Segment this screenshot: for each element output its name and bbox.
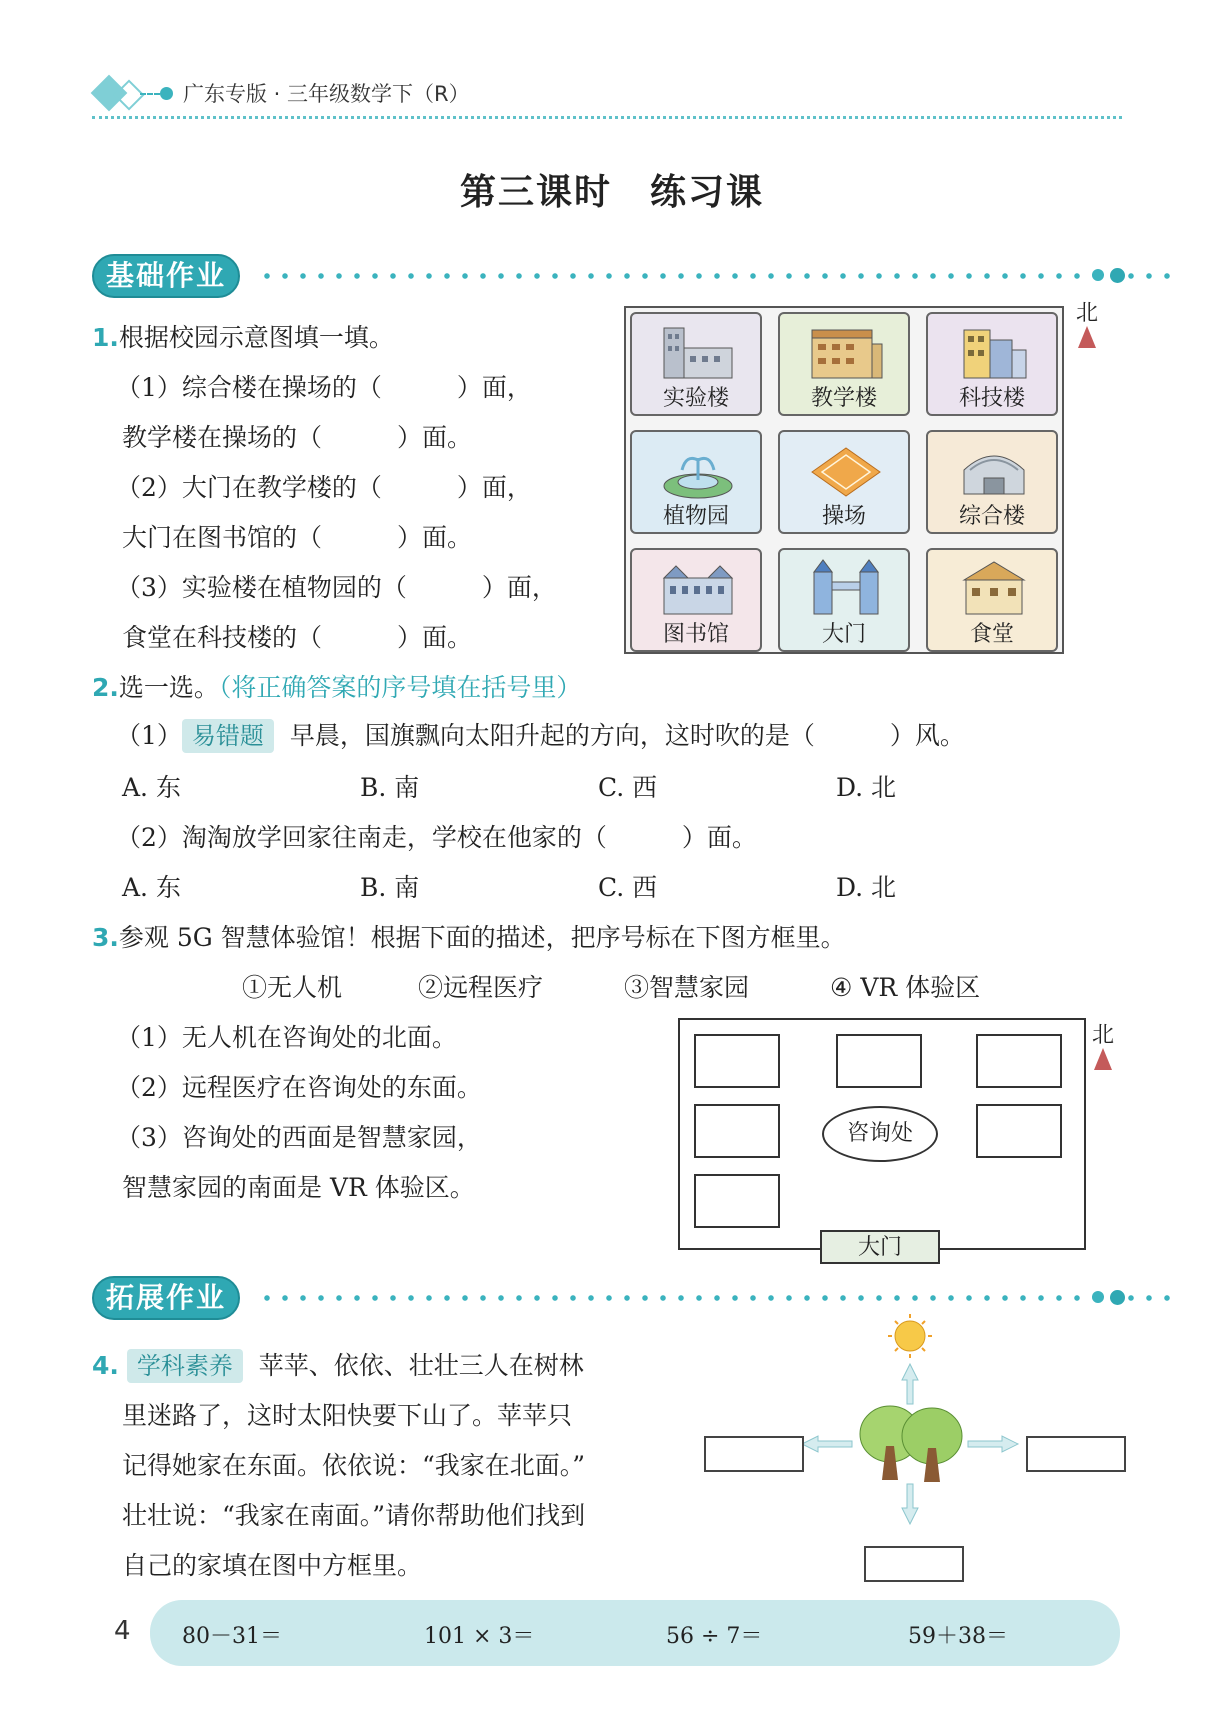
header-connector bbox=[140, 93, 160, 95]
question-number: 2. bbox=[92, 673, 119, 702]
banner-dots bbox=[258, 273, 1178, 279]
expo-answer-box[interactable] bbox=[976, 1104, 1062, 1158]
banner-dots bbox=[258, 1295, 1178, 1301]
q3-line: （2）远程医疗在咨询处的东面。 bbox=[116, 1073, 482, 1102]
map-cell-label: 综合楼 bbox=[958, 504, 1025, 529]
q2-option: B. 南 bbox=[360, 873, 420, 902]
answer-box-west[interactable] bbox=[704, 1436, 804, 1472]
q4-line: 里迷路了，这时太阳快要下山了。苹苹只 bbox=[122, 1401, 573, 1430]
sun-icon bbox=[888, 1314, 932, 1358]
north-label: 北 bbox=[1076, 301, 1099, 326]
map-cell-label: 教学楼 bbox=[810, 386, 877, 411]
oral-calc-item: 56 ÷ 7＝ bbox=[666, 1624, 763, 1649]
map-cell-teaching bbox=[778, 312, 910, 416]
question-number: 3. bbox=[92, 923, 119, 952]
question-3-stem bbox=[92, 918, 846, 954]
map-cell-canteen bbox=[926, 548, 1058, 652]
error-prone-badge: 易错题 bbox=[182, 719, 274, 753]
part-prefix: （1） bbox=[116, 721, 182, 750]
expo-answer-box[interactable] bbox=[836, 1034, 922, 1088]
tech-building-icon bbox=[956, 322, 1032, 382]
q4-line: 壮壮说：“我家在南面。”请你帮助他们找到 bbox=[122, 1501, 586, 1530]
part-text: 早晨，国旗飘向太阳升起的方向，这时吹的是（ ）风。 bbox=[289, 721, 965, 750]
q1-line: 教学楼在操场的（ ）面。 bbox=[122, 423, 473, 452]
campus-map bbox=[624, 306, 1064, 654]
q2-option: A. 东 bbox=[122, 873, 181, 902]
trees-icon bbox=[860, 1406, 962, 1482]
map-cell-complex bbox=[926, 430, 1058, 534]
expo-answer-box[interactable] bbox=[694, 1034, 780, 1088]
question-text: 苹苹、依依、壮壮三人在树林 bbox=[258, 1351, 584, 1380]
section-title: 拓展作业 bbox=[92, 1276, 240, 1320]
book-series: 广东专版 · 三年级数学下（R） bbox=[183, 82, 470, 106]
answer-box-south[interactable] bbox=[864, 1546, 964, 1582]
expo-gate: 大门 bbox=[820, 1230, 940, 1264]
oral-calc-item: 59＋38＝ bbox=[908, 1624, 1008, 1649]
answer-box-east[interactable] bbox=[1026, 1436, 1126, 1472]
q3-item: ①无人机 bbox=[242, 973, 343, 1002]
header-dot-icon bbox=[160, 87, 173, 100]
question-4-stem bbox=[92, 1346, 584, 1383]
q4-line: 记得她家在东面。依依说：“我家在北面。” bbox=[122, 1451, 586, 1480]
banner-end-dot-icon bbox=[1110, 268, 1125, 283]
expo-answer-box[interactable] bbox=[976, 1034, 1062, 1088]
q3-line: （3）咨询处的西面是智慧家园， bbox=[116, 1123, 482, 1152]
section-banner-basic bbox=[92, 254, 1124, 298]
header-divider bbox=[92, 116, 1122, 119]
north-arrow-icon bbox=[1078, 326, 1096, 348]
question-number: 1. bbox=[92, 323, 119, 352]
map-cell-playground bbox=[778, 430, 910, 534]
north-arrow-icon bbox=[1094, 1048, 1112, 1070]
question-text: 根据校园示意图填一填。 bbox=[118, 323, 394, 352]
complex-building-icon bbox=[956, 440, 1032, 500]
q3-item: ③智慧家园 bbox=[624, 973, 750, 1002]
banner-end-dot-icon bbox=[1092, 1291, 1104, 1303]
north-label: 北 bbox=[1092, 1023, 1115, 1048]
teaching-building-icon bbox=[808, 322, 884, 382]
section-title: 基础作业 bbox=[92, 254, 240, 298]
q1-line: 大门在图书馆的（ ）面。 bbox=[122, 523, 473, 552]
oral-calc-item: 101 × 3＝ bbox=[424, 1624, 535, 1649]
map-cell-label: 图书馆 bbox=[662, 622, 729, 647]
banner-end-dot-icon bbox=[1110, 1290, 1125, 1305]
q2-option: D. 北 bbox=[836, 873, 897, 902]
canteen-icon bbox=[956, 558, 1032, 618]
banner-end-dot-icon bbox=[1092, 269, 1104, 281]
expo-answer-box[interactable] bbox=[694, 1104, 780, 1158]
question-hint: （将正确答案的序号填在括号里） bbox=[218, 673, 582, 702]
fountain-icon bbox=[660, 440, 736, 500]
map-cell-garden bbox=[630, 430, 762, 534]
q1-line: （3）实验楼在植物园的（ ）面， bbox=[116, 573, 557, 602]
q3-item: ④ VR 体验区 bbox=[830, 973, 981, 1002]
map-cell-tech bbox=[926, 312, 1058, 416]
q2-option: C. 西 bbox=[598, 873, 658, 902]
map-cell-label: 操场 bbox=[821, 504, 866, 529]
lab-building-icon bbox=[660, 322, 736, 382]
map-cell-label: 科技楼 bbox=[958, 386, 1025, 411]
map-cell-library bbox=[630, 548, 762, 652]
gate-icon bbox=[808, 558, 884, 618]
expo-answer-box[interactable] bbox=[694, 1174, 780, 1228]
page-title: 第三课时 练习课 bbox=[459, 172, 764, 213]
map-cell-label: 实验楼 bbox=[662, 386, 729, 411]
q1-line: 食堂在科技楼的（ ）面。 bbox=[122, 623, 473, 652]
map-cell-label: 大门 bbox=[821, 622, 866, 647]
question-text: 参观 5G 智慧体验馆！根据下面的描述，把序号标在下图方框里。 bbox=[118, 923, 846, 952]
q2-part-2: （2）淘淘放学回家往南走，学校在他家的（ ）面。 bbox=[116, 823, 757, 852]
q1-line: （2）大门在教学楼的（ ）面， bbox=[116, 473, 532, 502]
playground-icon bbox=[808, 440, 884, 500]
map-cell-gate bbox=[778, 548, 910, 652]
q3-line: 智慧家园的南面是 VR 体验区。 bbox=[122, 1173, 475, 1202]
q2-option: A. 东 bbox=[122, 773, 181, 802]
q4-line: 自己的家填在图中方框里。 bbox=[122, 1551, 423, 1580]
q3-item: ②远程医疗 bbox=[418, 973, 544, 1002]
question-text: 选一选。 bbox=[118, 673, 219, 702]
q2-option: C. 西 bbox=[598, 773, 658, 802]
literacy-badge: 学科素养 bbox=[127, 1349, 243, 1383]
q3-line: （1）无人机在咨询处的北面。 bbox=[116, 1023, 457, 1052]
q1-line: （1）综合楼在操场的（ ）面， bbox=[116, 373, 532, 402]
map-cell-lab bbox=[630, 312, 762, 416]
question-number: 4. bbox=[92, 1351, 119, 1380]
question-1-stem bbox=[92, 318, 394, 354]
oral-calc-item: 80－31＝ bbox=[182, 1624, 282, 1649]
question-2-stem bbox=[92, 668, 581, 704]
map-cell-label: 植物园 bbox=[662, 504, 729, 529]
info-desk: 咨询处 bbox=[822, 1106, 938, 1162]
q2-part-1 bbox=[116, 716, 965, 753]
q2-option: D. 北 bbox=[836, 773, 897, 802]
q2-option: B. 南 bbox=[360, 773, 420, 802]
page-number: 4 bbox=[114, 1616, 131, 1646]
map-cell-label: 食堂 bbox=[969, 622, 1014, 647]
library-icon bbox=[660, 558, 736, 618]
